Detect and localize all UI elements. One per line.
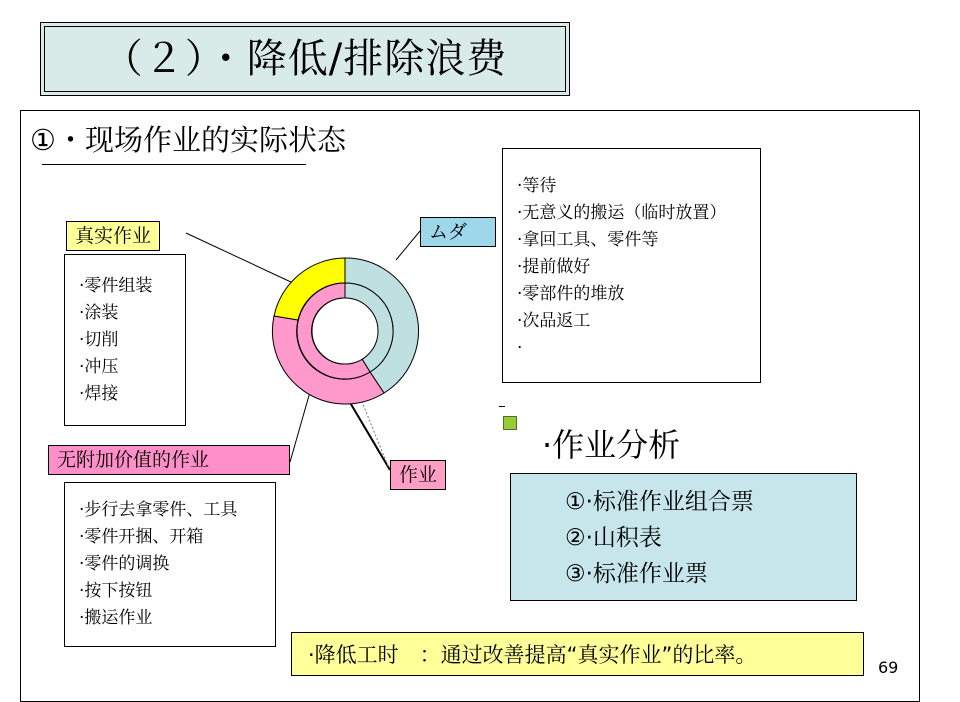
tag-real-work: 真实作业 <box>66 221 160 251</box>
tag-muda: ムダ <box>420 217 496 247</box>
list-item: ·提前做好 <box>517 257 591 277</box>
analysis-title: ·作业分析 <box>542 426 681 464</box>
page-number: 69 <box>878 658 899 677</box>
muda-list <box>502 148 761 383</box>
marker-dash <box>499 406 505 407</box>
list-item: ·按下按钮 <box>79 581 153 601</box>
connector-work-dotted <box>358 392 388 466</box>
analysis-box <box>510 473 857 601</box>
tag-non-value-added: 无附加价值的作业 <box>48 445 290 475</box>
list-item: ·零件的调换 <box>79 554 170 574</box>
list-item: ·零件组装 <box>79 276 153 296</box>
analysis-item: ③·标准作业票 <box>565 561 708 587</box>
page-title: （２）・降低/排除浪费 <box>40 22 570 96</box>
connector-nva <box>290 385 312 462</box>
non-value-added-list <box>64 482 276 647</box>
tag-work: 作业 <box>390 460 446 490</box>
analysis-item: ①·标准作业组合票 <box>565 489 754 515</box>
real-work-list <box>64 254 186 426</box>
list-item: ·无意义的搬运（临时放置） <box>517 203 727 223</box>
analysis-item: ②·山积表 <box>565 525 662 551</box>
connector-real-work <box>186 233 308 290</box>
list-item: ·涂装 <box>79 303 119 323</box>
list-item: ·步行去拿零件、工具 <box>79 500 238 520</box>
list-item: ·搬运作业 <box>79 608 153 628</box>
list-item: ·零部件的堆放 <box>517 284 625 304</box>
list-item: ·焊接 <box>79 384 119 404</box>
list-item: ·次品返工 <box>517 311 591 331</box>
bullet-square-icon <box>503 416 517 430</box>
section-title: ①・现场作业的实际状态 <box>30 123 346 157</box>
list-item: ·零件开捆、开箱 <box>79 527 204 547</box>
list-item: ·等待 <box>517 176 557 196</box>
list-item: ·拿回工具、零件等 <box>517 230 659 250</box>
connector-muda <box>396 231 420 260</box>
list-item: · <box>517 338 523 358</box>
list-item: ·切削 <box>79 330 119 350</box>
list-item: ·冲压 <box>79 357 119 377</box>
bottom-note: ·降低工时 ：通过改善提高“真实作业”的比率。 <box>291 632 864 676</box>
ring-center <box>312 298 378 364</box>
